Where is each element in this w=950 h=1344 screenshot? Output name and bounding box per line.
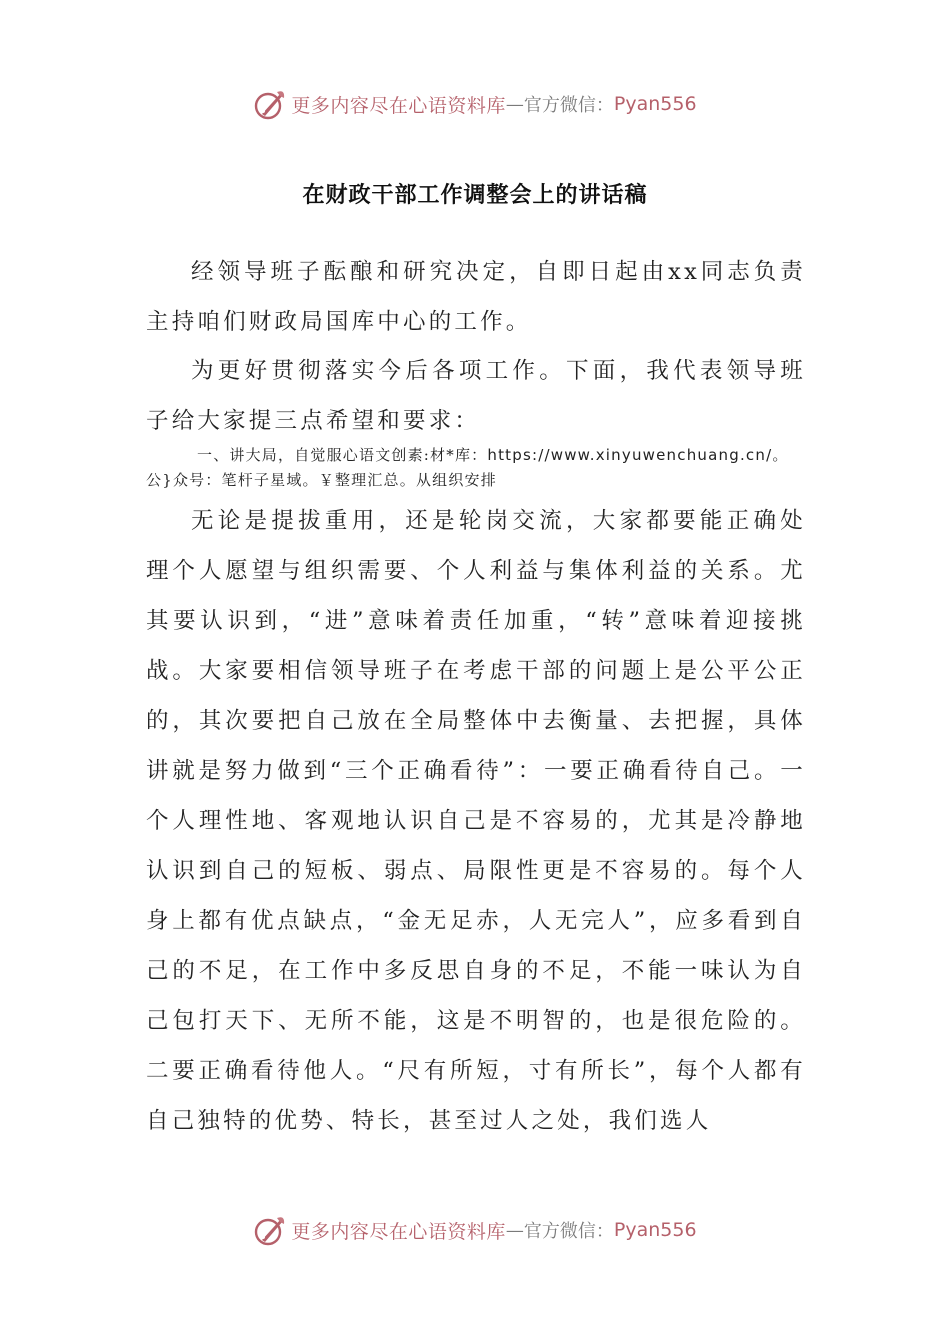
paragraph-4-block (146, 496, 806, 1146)
paragraph-2: 为更好贯彻落实今后各项工作。下面，我代表领导班子给大家提三点希望和要求： (146, 358, 806, 434)
paragraph-2-block (146, 346, 806, 446)
source-url-part2: www.xinyuwenchuang.cn/ (550, 446, 773, 464)
paragraph-4: 无论是提拔重用，还是轮岗交流，大家都要能正确处理个人愿望与组织需要、个人利益与集体利益的关系。尤其要认识到，“进”意味着责任加重，“转”意味着迎接挑战。大家要相信领导班子在考虑干部的问题上是公平公正的，其次要把自己放在全局整体中去衡量、去把握，具体讲就是努力做到“三个正确看待”：一要正确看待自己。一个人理性地、客观地认识自己是不容易的，尤其是冷静地认识到自己的短板、弱点、局限性更是不容易的。每个人身上都有优点缺点，“金无足赤，人无完人”，应多看到自己的不足，在工作中多反思自身的不足，不能一味认为自己包打天下、无所不能，这是不明智的，也是很危险的。二要正确看待他人。“尺有所短，寸有所长”，每个人都有自己独特的优势、特长，甚至过人之处，我们选人 (146, 508, 806, 1134)
document-title: 在财政干部工作调整会上的讲话稿 (302, 183, 648, 208)
paragraph-1: 经领导班子酝酿和研究决定，自即日起由xx同志负责主持咱们财政局国库中心的工作。 (146, 259, 806, 335)
banner-label: 官方微信： (523, 95, 614, 116)
footer-banner (0, 1210, 950, 1250)
section-heading-text: 一、讲大局，自觉服心语文创素:材*库： (197, 446, 488, 464)
banner-wechat-id: Pyan556 (613, 1219, 697, 1241)
banner-text: 更多内容尽在心语资料库 (291, 1220, 506, 1243)
banner-label: 官方微信： (523, 1221, 614, 1242)
header-banner (0, 84, 950, 124)
banner-text: 更多内容尽在心语资料库 (291, 94, 506, 117)
paragraph-3-block (146, 443, 806, 493)
section-heading-tail: 。公}众号：笔杆子星域。￥整理汇总。从组织安排 (146, 446, 789, 489)
paragraph-1-block (146, 247, 806, 347)
quill-logo-icon (253, 1213, 287, 1247)
source-url-part1: https:// (487, 446, 551, 464)
banner-wechat-id: Pyan556 (613, 93, 697, 115)
banner-dash: — (505, 1219, 524, 1241)
banner-dash: — (505, 93, 524, 115)
quill-logo-icon (253, 87, 287, 121)
paragraph-3 (146, 443, 806, 493)
